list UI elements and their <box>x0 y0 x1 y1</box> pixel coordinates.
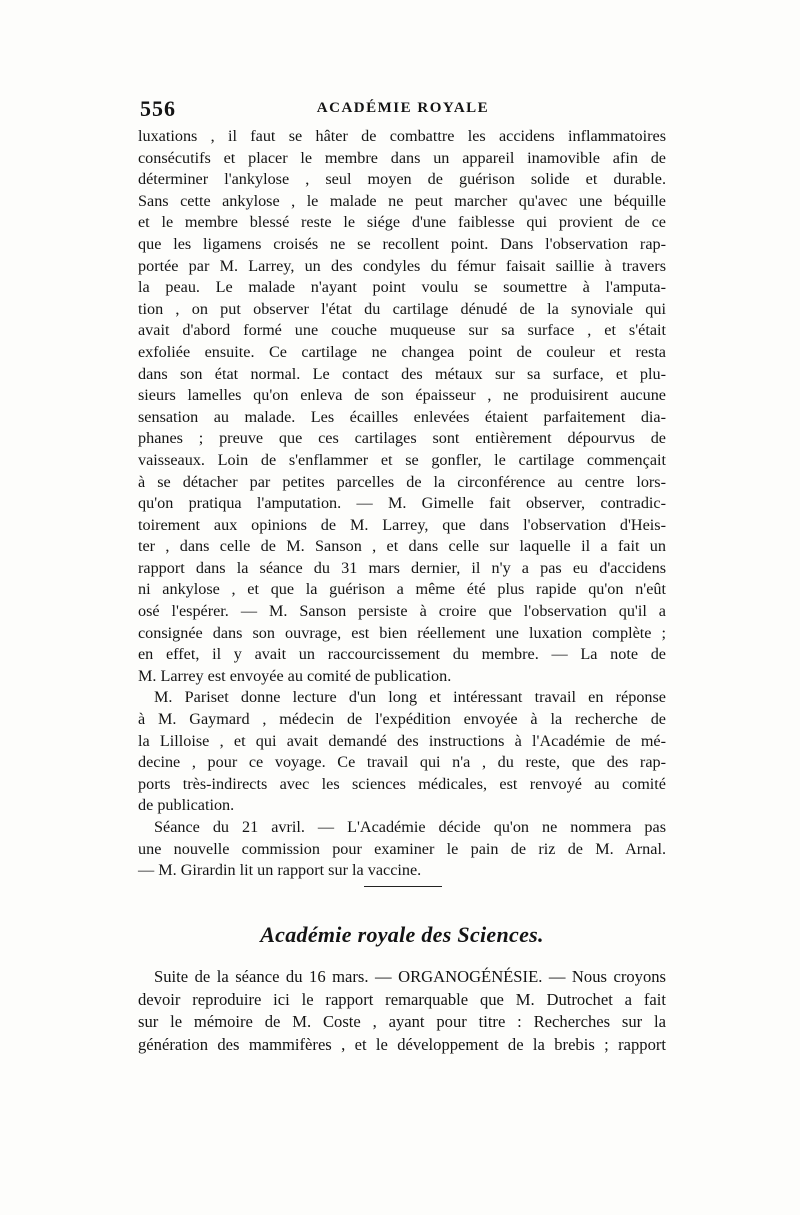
text-line: — M. Girardin lit un rapport sur la vaccine. <box>138 861 422 880</box>
text-line: dans son état normal. Le contact des métaux sur sa surface, et plu- <box>138 364 666 383</box>
text-line: consécutifs et placer le membre dans un appareil inamovible afin de <box>138 148 666 167</box>
text-line: génération des mammifères , et le développement de la brebis ; rapport <box>138 1034 666 1054</box>
text-line: Séance du 21 avril. — L'Académie décide qu'on ne nommera pas <box>154 818 666 836</box>
text-line: qu'on pratiqua l'amputation. — M. Gimelle fait observer, contradic- <box>138 494 666 513</box>
text-line: M. Larrey est envoyée au comité de publication. <box>138 666 452 685</box>
page-header <box>140 96 666 122</box>
text-line: sensation au malade. Les écailles enlevées étaient parfaitement dia- <box>138 407 666 426</box>
text-line: osé l'espérer. — M. Sanson persiste à croire que l'observation qu'il a <box>138 602 666 621</box>
text-line: toirement aux opinions de M. Larrey, que dans l'observation d'Heis- <box>138 515 666 534</box>
text-line: une nouvelle commission pour examiner le pain de riz de M. Arnal. <box>138 839 666 858</box>
text-line: rapport dans la séance du 31 mars dernier, il n'y a pas eu d'accidens <box>138 558 666 577</box>
text-line: Suite de la séance du 16 mars. — ORGANOGÉNÉSIE. — Nous croyons <box>154 967 666 986</box>
text-line: exfoliée ensuite. Ce cartilage ne changea point de couleur et resta <box>138 342 666 361</box>
section-text <box>138 966 666 1056</box>
text-line: portée par M. Larrey, un des condyles du fémur faisait saillie à travers <box>138 256 666 275</box>
text-line: M. Pariset donne lecture d'un long et intéressant travail en réponse <box>154 688 666 707</box>
main-text <box>138 126 666 882</box>
text-line: la Lilloise , et qui avait demandé des instructions à l'Académie de mé- <box>138 731 666 750</box>
text-line: et le membre blessé reste le siége d'une faiblesse qui provient de ce <box>138 213 666 232</box>
text-line: ni ankylose , et que la guérison a même été plus rapide qu'on n'eût <box>138 580 666 599</box>
text-line: decine , pour ce voyage. Ce travail qui n'a , du reste, que des rap- <box>138 753 666 772</box>
text-line: de publication. <box>138 796 235 815</box>
section-title: Académie royale des Sciences. <box>260 922 544 947</box>
text-line: à M. Gaymard , médecin de l'expédition envoyée à la recherche de <box>138 710 666 729</box>
text-line: tion , on put observer l'état du cartilage dénudé de la synoviale qui <box>138 299 666 318</box>
page-number: 556 <box>140 96 176 121</box>
text-line: phanes ; preuve que ces cartilages sont entièrement dépourvus de <box>138 429 666 448</box>
text-line: sieurs lamelles qu'on enleva de son épaisseur , ne produisirent aucune <box>138 386 666 405</box>
running-head: ACADÉMIE ROYALE <box>316 100 490 116</box>
section-break <box>138 854 666 894</box>
text-line: Sans cette ankylose , le malade ne peut marcher qu'avec une béquille <box>138 191 666 210</box>
text-line: sur le mémoire de M. Coste , ayant pour titre : Recherches sur la <box>138 1012 666 1031</box>
text-line: consignée dans son ouvrage, est bien réellement une luxation complète ; <box>138 623 666 642</box>
text-line: ter , dans celle de M. Sanson , et dans celle sur laquelle il a fait un <box>138 537 666 556</box>
text-line: la peau. Le malade n'ayant point voulu se soumettre à l'amputa- <box>138 278 666 297</box>
paragraph-pariset <box>138 687 666 817</box>
text-line: ports très-indirects avec les sciences médicales, est renvoyé au comité <box>138 774 666 793</box>
text-line: en effet, il y avait un raccourcissement du membre. — La note de <box>138 645 666 664</box>
text-line: avait d'abord formé une couche muqueuse sur sa surface , et s'était <box>138 321 666 340</box>
text-line: luxations , il faut se hâter de combattre les accidens inflammatoires <box>138 127 666 145</box>
text-line: déterminer l'ankylose , seul moyen de guérison solide et durable. <box>138 170 666 189</box>
text-line: à se détacher par petites parcelles de la circonférence au centre lors- <box>138 472 666 491</box>
text-line: que les ligamens croisés ne se recollent point. Dans l'observation rap- <box>138 234 666 253</box>
separator-rule <box>364 886 442 887</box>
text-line: vaisseaux. Loin de s'enflammer et se gonfler, le cartilage commençait <box>138 450 666 469</box>
text-line: devoir reproduire ici le rapport remarquable que M. Dutrochet a fait <box>138 989 666 1009</box>
paragraph-larrey-note <box>138 126 666 687</box>
